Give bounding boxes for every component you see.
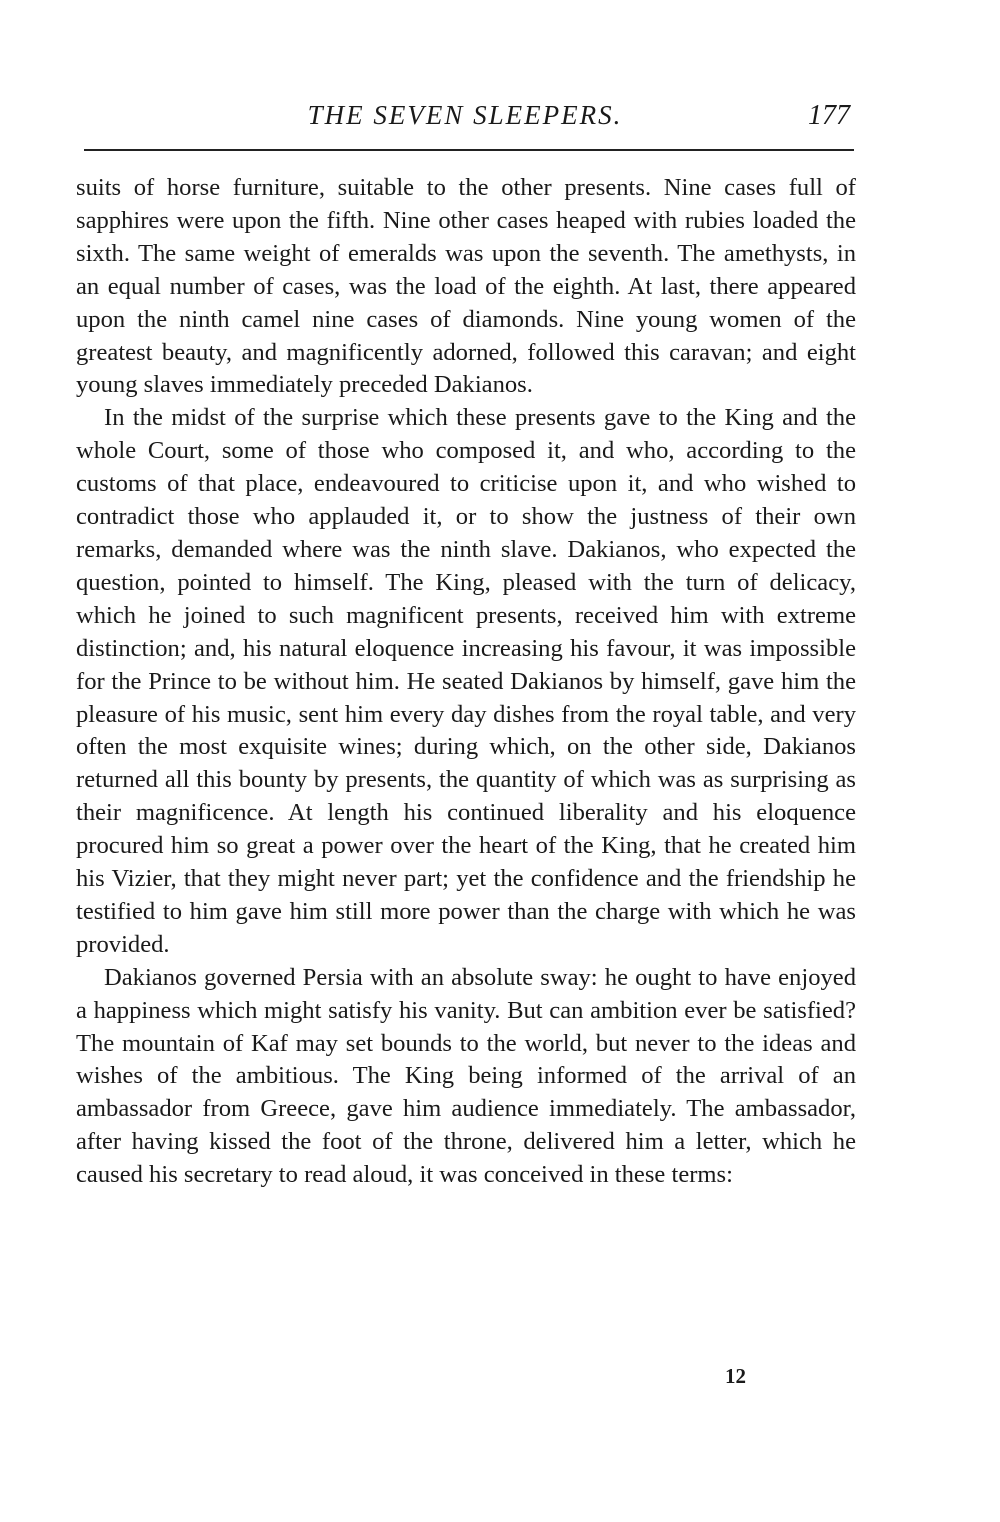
running-title: THE SEVEN SLEEPERS.	[307, 100, 623, 130]
running-head	[80, 96, 850, 136]
signature-mark: 12	[725, 1364, 746, 1388]
paragraph: Dakianos governed Persia with an absolute sway: he ought to have enjoyed a happiness which might satisfy his vanity. But can ambition ever be satisfied? The mountain of Kaf may set bounds to the world, but never to the ideas and wishes of the ambitious. The King being informed of the arrival of an ambassador from Greece, gave him audience immediately. The ambassador, after having kissed the foot of the throne, delivered him a letter, which he caused his secretary to read aloud, it was conceived in these terms:	[76, 963, 856, 1189]
page-number: 177	[808, 100, 850, 131]
header-rule	[84, 149, 854, 151]
paragraph: suits of horse furniture, suitable to the other presents. Nine cases full of sapphires were upon the fifth. Nine other cases heaped with rubies loaded the sixth. The same weight of emeralds was upon the seventh. The amethysts, in an equal number of cases, was the load of the eighth. At last, there appeared upon the ninth camel nine cases of diamonds. Nine young women of the greatest beauty, and magnificently adorned, followed this caravan; and eight young slaves immediately preceded Dakianos.	[76, 174, 856, 399]
body-text	[76, 172, 856, 1192]
paragraph: In the midst of the surprise which these presents gave to the King and the whole Court, some of those who composed it, and who, according to the customs of that place, endeavoured to criticise upon it, and who wished to contradict those who applauded it, or to show the justness of their own remarks, demanded where was the ninth slave. Dakianos, who expected the question, pointed to himself. The King, pleased with the turn of delicacy, which he joined to such magnificent presents, received him with extreme distinction; and, his natural eloquence increasing his favour, it was impossible for the Prince to be without him. He seated Dakianos by himself, gave him the pleasure of his music, sent him every day dishes from the royal table, and very often the most exquisite wines; during which, on the other side, Dakianos returned all this bounty by presents, the quantity of which was as surprising as their magnificence. At length his continued liberality and his eloquence procured him so great a power over the heart of the King, that he created him his Vizier, that they might never part; yet the confidence and the friendship he testified to him gave him still more power than the charge with which he was provided.	[76, 404, 856, 958]
